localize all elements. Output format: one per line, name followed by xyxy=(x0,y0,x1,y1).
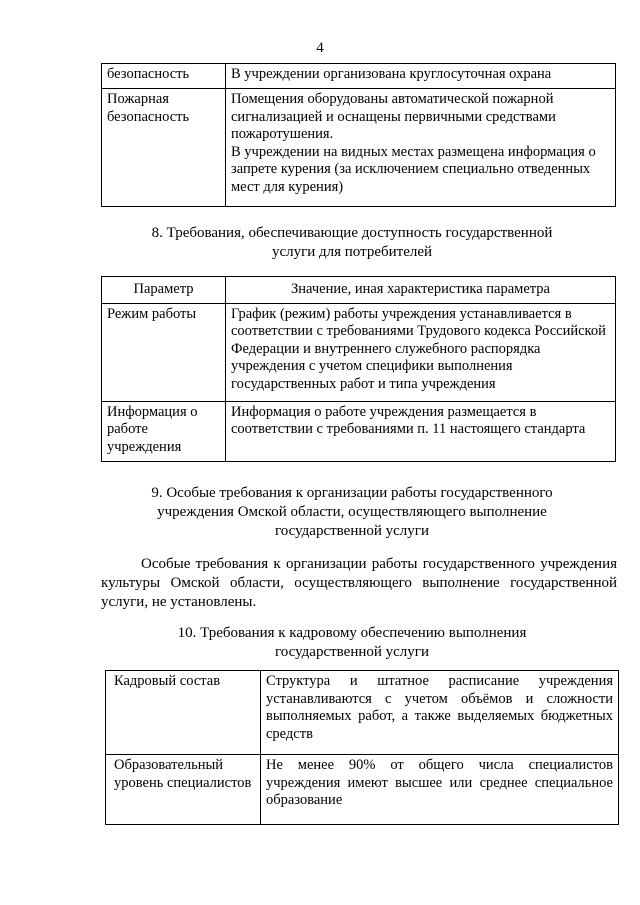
value-cell xyxy=(226,89,616,207)
table-row xyxy=(102,89,616,207)
table-row xyxy=(106,671,619,755)
value-cell: Структура и штатное расписание учреждения устанавливаются с учетом объёмов и сложности выполняемых работ, а также выделяемых бюджетных средств xyxy=(261,671,619,755)
value-cell: В учреждении организована круглосуточная охрана xyxy=(226,64,616,89)
table-row xyxy=(102,401,616,461)
param-cell: Информация о работе учреждения xyxy=(102,401,226,461)
param-cell: безопасность xyxy=(102,64,226,89)
value-cell: График (режим) работы учреждения устанавливается в соответствии с требованиями Трудового кодекса Российской Федерации и внутреннего служебного распорядка учреждения с учетом специфики выполнения государственных работ и типа учреждения xyxy=(226,303,616,401)
value-paragraph: В учреждении на видных местах размещена информация о запрете курения (за исключением специально отведенных мест для курения) xyxy=(231,143,596,195)
param-cell: Режим работы xyxy=(102,303,226,401)
table-row xyxy=(102,64,616,89)
section-10-heading: 10. Требования к кадровому обеспечению выполнения государственной услуги xyxy=(177,625,527,660)
param-cell: Кадровый состав xyxy=(106,671,261,755)
param-cell: Пожарная безопасность xyxy=(102,89,226,207)
staffing-table xyxy=(105,670,619,825)
column-header-param: Параметр xyxy=(102,277,226,304)
column-header-value: Значение, иная характеристика параметра xyxy=(226,277,616,304)
table-row xyxy=(106,755,619,825)
section-9-paragraph: Особые требования к организации работы государственного учреждения культуры Омской области, осуществляющего выполнение государственной услуги, не установлены. xyxy=(101,556,617,610)
value-cell: Не менее 90% от общего числа специалистов учреждения имеют высшее или среднее специальное образование xyxy=(261,755,619,825)
table-header-row xyxy=(102,277,616,304)
safety-table xyxy=(101,63,616,207)
accessibility-table xyxy=(101,276,616,462)
section-9-heading: 9. Особые требования к организации работы государственного учреждения Омской области, осуществляющего выполнение государственной услуги xyxy=(151,485,553,539)
table-row xyxy=(102,303,616,401)
section-8-heading: 8. Требования, обеспечивающие доступность государственной услуги для потребителей xyxy=(151,225,553,260)
page-number: 4 xyxy=(316,40,324,56)
param-cell: Образовательный уровень специалистов xyxy=(106,755,261,825)
value-cell: Информация о работе учреждения размещается в соответствии с требованиями п. 11 настоящего стандарта xyxy=(226,401,616,461)
value-paragraph: Помещения оборудованы автоматической пожарной сигнализацией и оснащены первичными средствами пожаротушения. xyxy=(231,91,556,142)
